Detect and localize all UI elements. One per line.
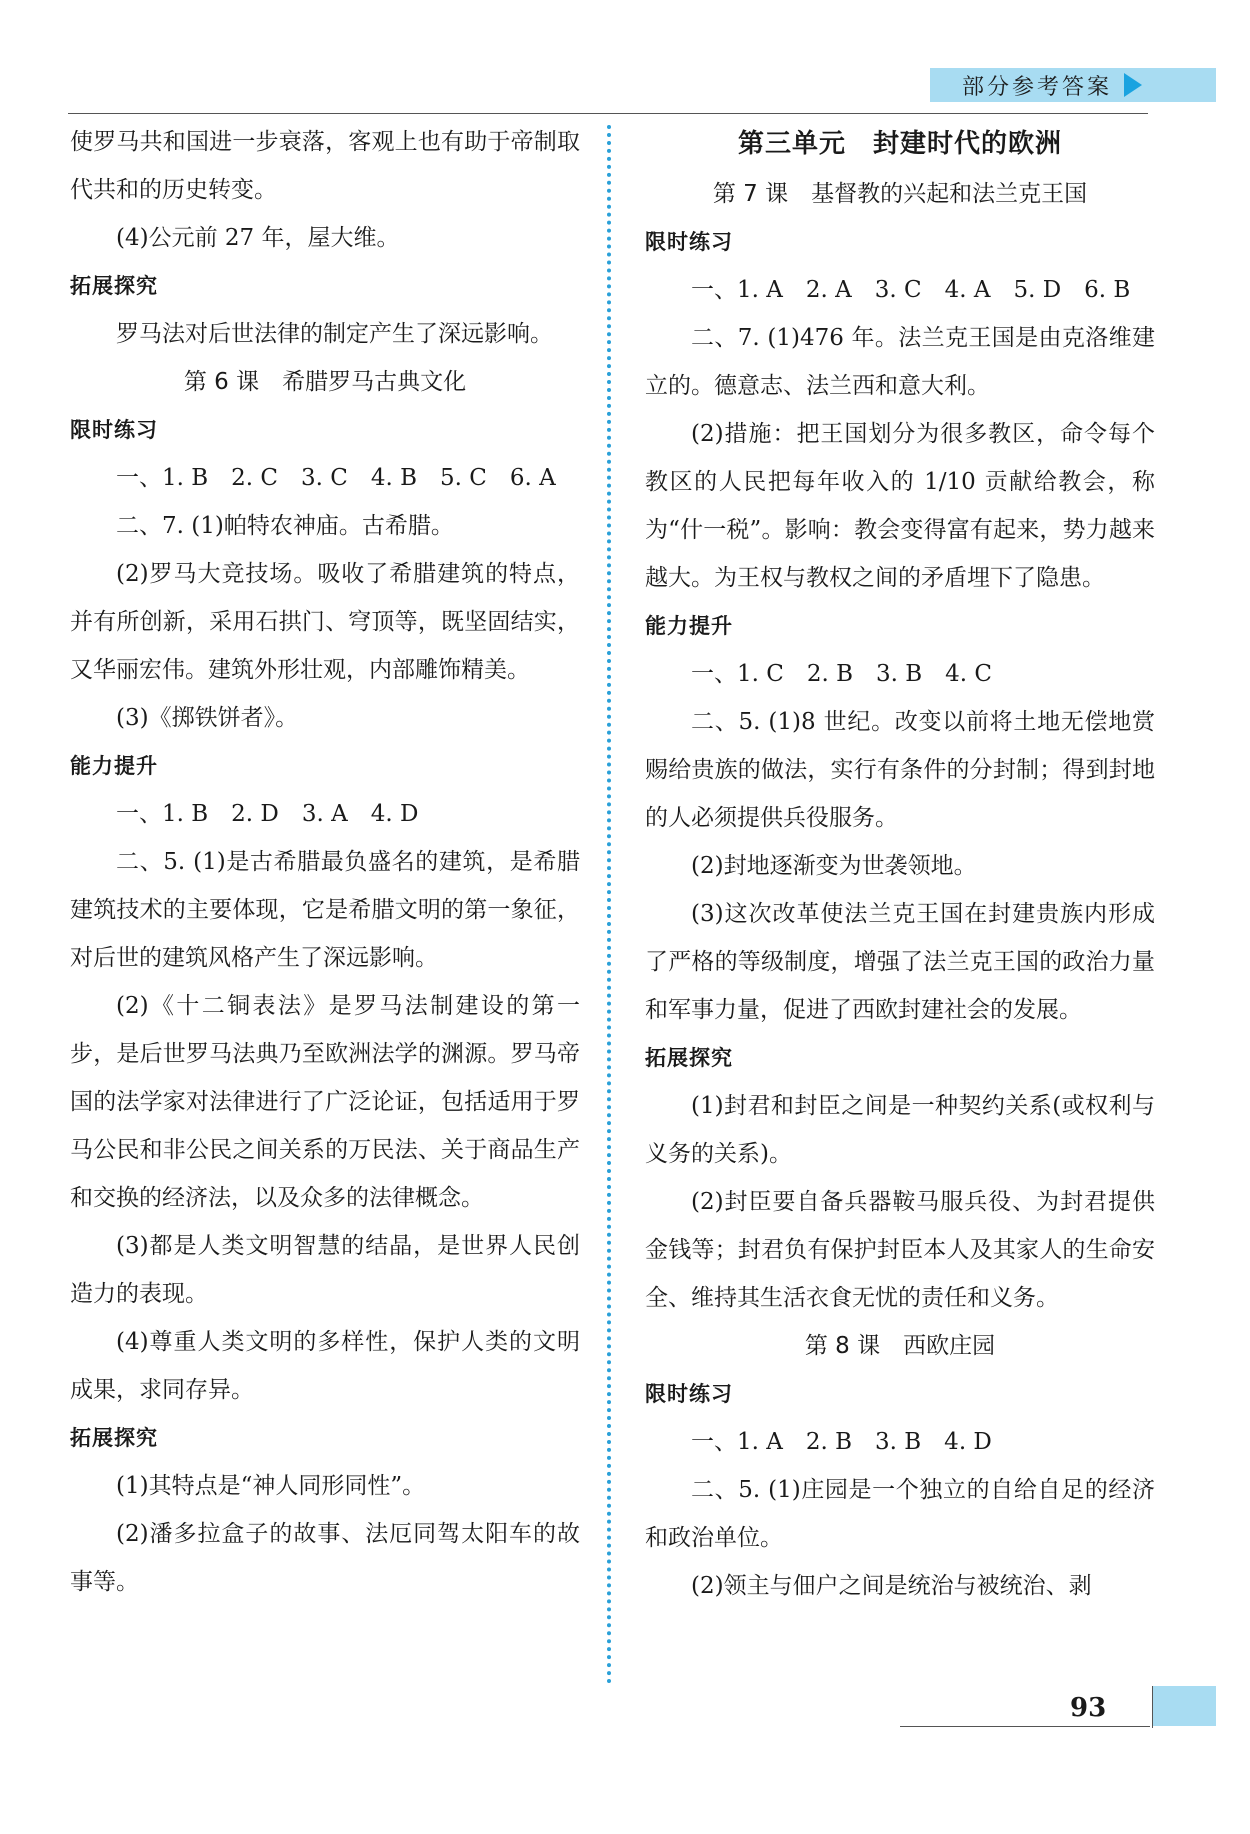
section-heading: 限时练习	[645, 1382, 733, 1406]
answer-line: 一、1. B 2. C 3. C 4. B 5. C 6. A	[116, 465, 556, 491]
paragraph: (4)尊重人类文明的多样性，保护人类的文明成果，求同存异。	[70, 1329, 580, 1403]
lesson-title: 第 7 课 基督教的兴起和法兰克王国	[712, 181, 1088, 207]
left-column	[70, 118, 580, 1606]
paragraph: (2)领主与佃户之间是统治与被统治、剥	[691, 1573, 1092, 1599]
section-header-label: 部分参考答案	[962, 74, 1113, 100]
answer-line: 一、1. B 2. D 3. A 4. D	[116, 801, 419, 827]
section-heading: 能力提升	[645, 614, 733, 638]
paragraph: 二、5. (1)8 世纪。改变以前将土地无偿地赏赐给贵族的做法，实行有条件的分封制；得到封地的人必须提供兵役服务。	[645, 709, 1155, 831]
footer-tab	[1152, 1686, 1216, 1726]
section-heading: 拓展探究	[645, 1046, 733, 1070]
paragraph: (2)罗马大竞技场。吸收了希腊建筑的特点，并有所创新，采用石拱门、穹顶等，既坚固结实，又华丽宏伟。建筑外形壮观，内部雕饰精美。	[70, 561, 580, 683]
paragraph: (4)公元前 27 年，屋大维。	[116, 225, 400, 251]
paragraph: 使罗马共和国进一步衰落，客观上也有助于帝制取代共和的历史转变。	[70, 129, 580, 203]
answer-line: 一、1. C 2. B 3. B 4. C	[691, 661, 993, 687]
section-heading: 拓展探究	[70, 1426, 158, 1450]
paragraph: (2)《十二铜表法》是罗马法制建设的第一步，是后世罗马法典乃至欧洲法学的渊源。罗马帝国的法学家对法律进行了广泛论证，包括适用于罗马公民和非公民之间关系的万民法、关于商品生产和交换的经济法，以及众多的法律概念。	[70, 993, 580, 1211]
section-heading: 能力提升	[70, 754, 158, 778]
paragraph: 二、5. (1)庄园是一个独立的自给自足的经济和政治单位。	[645, 1477, 1155, 1551]
header-rule	[68, 113, 1148, 114]
paragraph: (3)《掷铁饼者》。	[116, 705, 299, 731]
paragraph: (2)潘多拉盒子的故事、法厄同驾太阳车的故事等。	[70, 1521, 580, 1595]
right-column	[645, 118, 1155, 1610]
paragraph: (3)都是人类文明智慧的结晶，是世界人民创造力的表现。	[70, 1233, 580, 1307]
paragraph: 二、7. (1)476 年。法兰克王国是由克洛维建立的。德意志、法兰西和意大利。	[645, 325, 1155, 399]
paragraph: (2)封臣要自备兵器鞍马服兵役、为封君提供金钱等；封君负有保护封臣本人及其家人的生命安全、维持其生活衣食无忧的责任和义务。	[645, 1189, 1155, 1311]
section-heading: 拓展探究	[70, 274, 158, 298]
paragraph: (1)其特点是“神人同形同性”。	[116, 1473, 426, 1499]
paragraph: (2)封地逐渐变为世袭领地。	[691, 853, 977, 879]
right-triangle-icon	[1124, 73, 1142, 97]
paragraph: (2)措施：把王国划分为很多教区，命令每个教区的人民把每年收入的 1/10 贡献给教会，称为“什一税”。影响：教会变得富有起来，势力越来越大。为王权与教权之间的矛盾埋下了隐患。	[645, 421, 1155, 591]
column-divider	[607, 125, 611, 1685]
section-heading: 限时练习	[70, 418, 158, 442]
paragraph: (3)这次改革使法兰克王国在封建贵族内形成了严格的等级制度，增强了法兰克王国的政治力量和军事力量，促进了西欧封建社会的发展。	[645, 901, 1155, 1023]
section-header-tab	[930, 68, 1216, 102]
lesson-title: 第 6 课 希腊罗马古典文化	[183, 369, 467, 395]
lesson-title: 第 8 课 西欧庄园	[804, 1333, 996, 1359]
answer-line: 一、1. A 2. B 3. B 4. D	[691, 1429, 992, 1455]
paragraph: (1)封君和封臣之间是一种契约关系(或权利与义务的关系)。	[645, 1093, 1155, 1167]
answer-line: 一、1. A 2. A 3. C 4. A 5. D 6. B	[691, 277, 1131, 303]
paragraph: 罗马法对后世法律的制定产生了深远影响。	[116, 321, 553, 347]
unit-title: 第三单元 封建时代的欧洲	[737, 129, 1062, 159]
footer-divider	[1152, 1686, 1153, 1728]
footer-rule	[900, 1726, 1150, 1727]
paragraph: 二、5. (1)是古希腊最负盛名的建筑，是希腊建筑技术的主要体现，它是希腊文明的第一象征，对后世的建筑风格产生了深远影响。	[70, 849, 580, 971]
page-number: 93	[1070, 1693, 1107, 1723]
paragraph: 二、7. (1)帕特农神庙。古希腊。	[116, 513, 454, 539]
section-heading: 限时练习	[645, 230, 733, 254]
